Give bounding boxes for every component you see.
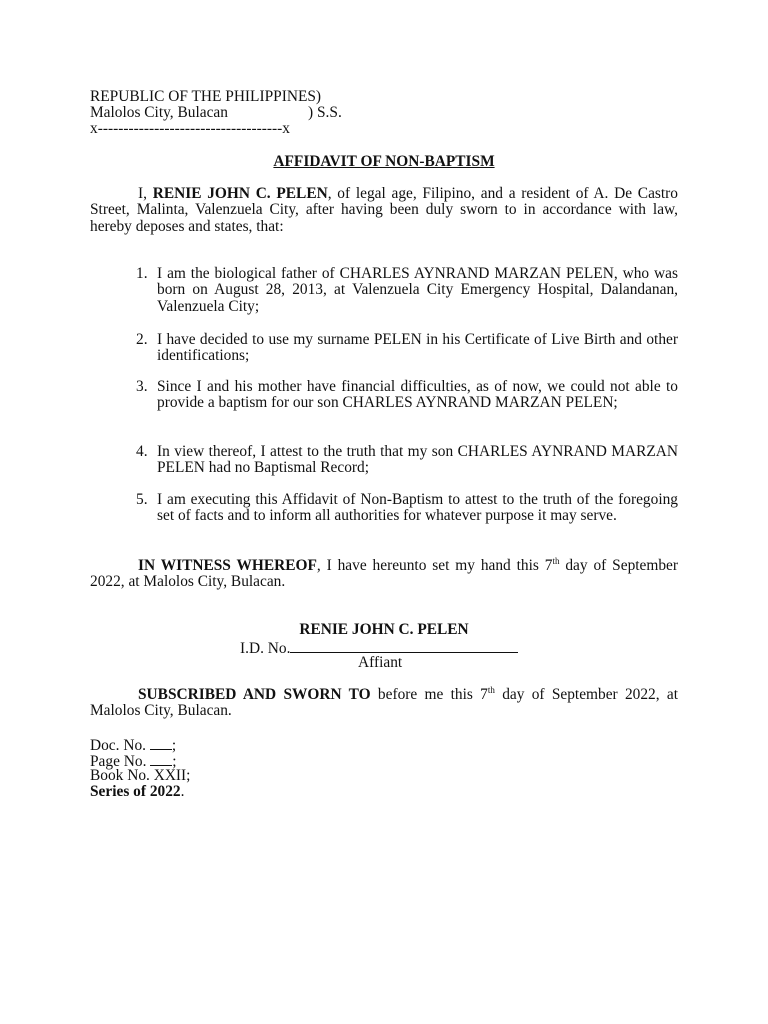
list-item-text: Since I and his mother have financial difficulties, as of now, we could not able to provide a baptism for our son CHARLES AYNRAND MARZAN PELEN; [157,378,678,412]
id-number-blank [290,639,518,653]
list-item-number: 2. [136,331,148,348]
list-item-text: In view thereof, I attest to the truth that my son CHARLES AYNRAND MARZAN PELEN had no Baptismal Record; [157,443,678,477]
list-item-number: 4. [136,443,148,460]
list-item [130,266,678,315]
book-number-line: Book No. XXII; [90,767,191,784]
venue-city: Malolos City, Bulacan [90,104,228,121]
witness-text-end: day of September 2022, at Malolos City, Bulacan. [90,557,678,591]
page-number-suffix: ; [172,753,177,770]
list-item-text: I have decided to use my surname PELEN in his Certificate of Live Birth and other identifications; [157,331,678,365]
jurat-text: before me this 7 [370,686,488,703]
list-item [130,332,678,365]
venue-ss: ) S.S. [308,104,342,121]
series-label: Series of 2022 [90,783,181,800]
intro-prefix: I, [138,185,153,202]
list-item-number: 1. [136,265,148,282]
witness-paragraph [90,558,678,591]
list-item [130,444,678,477]
page-number-blank [150,752,172,766]
doc-number-suffix: ; [171,737,177,754]
affiant-name: RENIE JOHN C. PELEN [152,185,328,202]
list-item [130,379,678,412]
list-item-number: 3. [136,378,148,395]
jurat-day-suffix: th [487,685,495,695]
page-number-label: Page No. [90,753,151,770]
doc-number-label: Doc. No. [90,737,150,754]
jurat-text-end: day of September 2022, at Malolos City, Bulacan. [90,686,679,720]
list-item [130,492,678,525]
witness-text: , I have hereunto set my hand this 7 [316,557,553,574]
doc-number-blank [150,736,172,750]
series-line [90,784,184,800]
intro-paragraph [90,186,678,235]
list-item-number: 5. [136,491,148,508]
witness-day-suffix: th [552,556,560,566]
jurat-lead: SUBSCRIBED AND SWORN TO [138,686,371,703]
id-label: I.D. No. [240,640,291,657]
venue-republic: REPUBLIC OF THE PHILIPPINES) [90,88,322,105]
affiant-label: Affiant [358,654,403,671]
list-item-text: I am the biological father of CHARLES AYNRAND MARZAN PELEN, who was born on August 28, 2013, at Valenzuela City Emergency Hospital, Dalandanan, Valenzuela City; [157,265,678,315]
jurat-paragraph [90,687,678,720]
signature-name: RENIE JOHN C. PELEN [299,621,469,638]
document-title: AFFIDAVIT OF NON-BAPTISM [273,153,495,170]
venue-separator: x------------------------------------x [90,120,290,137]
list-item-text: I am executing this Affidavit of Non-Baptism to attest to the truth of the foregoing set of facts and to inform all authorities for whatever purpose it may serve. [157,491,678,525]
witness-lead: IN WITNESS WHEREOF [138,557,317,574]
intro-text: , of legal age, Filipino, and a resident of A. De Castro Street, Malinta, Valenzuela City, after having been duly sworn to in accordance with law, hereby deposes and states, that: [90,185,678,235]
series-period: . [180,783,185,800]
